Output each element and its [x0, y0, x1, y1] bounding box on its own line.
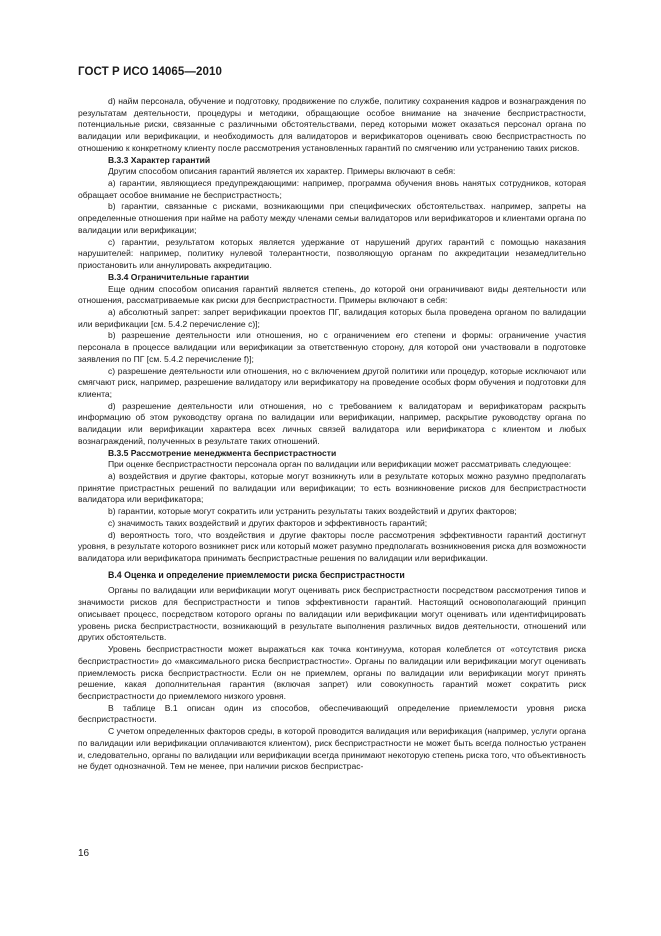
paragraph-item-b: b) гарантии, которые могут сократить или устранить результаты таких воздействий и других факторов;	[108, 506, 517, 517]
subsection-heading-b33: B.3.3 Характер гарантий	[108, 154, 211, 165]
paragraph-item-d: d) вероятность того, что воздействия и другие факторы после рассмотрения эффективности гарантий достигнут уровня, в результате которого возникнет риск или который может разумно предполагать возникновения риска для возможности валидатора или верификатора принимать беспристрастные решения по валидации или верификации.	[78, 529, 586, 564]
paragraph: В таблице B.1 описан один из способов, обеспечивающий определение приемлемости уровня риска беспристрастности.	[78, 702, 586, 725]
paragraph-item-c: c) разрешение деятельности или отношения, но с включением другой политики или процедур, которые исключают или смягчают риск, например, разрешение валидатору или верификатору на проведение особых форм обучения и подготовки для клиента;	[78, 365, 586, 399]
paragraph-item-a: a) гарантии, являющиеся предупреждающими: например, программа обучения вновь нанятых сотрудников, которая обращает особое внимание не беспристрастность;	[78, 178, 586, 200]
document-header: ГОСТ Р ИСО 14065—2010	[78, 66, 223, 78]
paragraph: Другим способом описания гарантий является их характер. Примеры включают в себя:	[108, 166, 456, 177]
page-number: 16	[78, 848, 90, 859]
paragraph-item-d: d) разрешение деятельности или отношения, но с требованием к валидаторам и верификаторам раскрыть информацию об этом руководству органа по валидации или верификации, например, раскрытие руководству органа по валидации или верификации характера всех личных связей валидатора или верификатора с клиентом и любых вознаграждений, полученных в результате таких отношений.	[78, 400, 586, 446]
section-heading-b4: B.4 Оценка и определение приемлемости риска беспристрастности	[108, 569, 405, 580]
paragraph: Еще одним способом описания гарантий является степень, до которой они ограничивают виды деятельности или отношения, рассматриваемые как риски для беспристрастности. Примеры включают в себя:	[78, 283, 586, 306]
document-body	[78, 96, 586, 773]
paragraph: Уровень беспристрастности может выражаться как точка континуума, которая колеблется от «отсутствия риска беспристрастности» до «максимального риска беспристрастности». Органы по валидации или верификации могут оценивать приемлемость риска беспристрастности. Если он не приемлем, органы по валидации или верификации могут принять решение, какая дополнительная гарантия (включая запрет) или совокупность гарантий может сократить риск беспристрастности до приемлемого низкого уровня.	[78, 644, 586, 701]
paragraph: С учетом определенных факторов среды, в которой проводится валидация или верификация (например, услуги органа по валидации или верификации оплачиваются клиентом), риск беспристрастности не может быть всегда полностью устранен и, следовательно, органы по валидации или верификации всегда принимают некоторую степень риска того, что объективность не будет однозначной. Тем не менее, при наличии рисков беспристрас-	[78, 726, 586, 772]
paragraph-item-a: a) абсолютный запрет: запрет верификации проектов ПГ, валидация которых была проведена органом по валидации или верификации [см. 5.4.2 перечисление c)];	[78, 306, 586, 329]
paragraph-item-c: c) гарантии, результатом которых является удержание от нарушений других гарантий с помощью наказания нарушителей: например, политику нулевой толерантности, позволяющую органам по аккредитации незамедлительно приостановить или аннулировать аккредитацию.	[78, 236, 586, 271]
subsection-heading-b35: B.3.5 Рассмотрение менеджмента беспристрастности	[108, 447, 337, 458]
paragraph: Органы по валидации или верификации могут оценивать риск беспристрастности посредством рассмотрения типов и значимости рисков для беспристрастности и типов эффективности гарантий. Настоящий основополагающий принцип описывает процесс, посредством которого органы по валидации или верификации могут оценивать или идентифицировать уровень риска беспристрастности, возникающий в результате выполнения различных видов деятельности, отношений или других обстоятельств.	[78, 585, 586, 643]
paragraph-item-b: b) гарантии, связанные с рисками, возникающими при специфических обстоятельствах. например, запреты на определенные отношения при найме на работу между членами семьи валидаторов или верификаторов и клиентами органа по валидации или верификации;	[78, 201, 586, 235]
paragraph-item-c: c) значимость таких воздействий и других факторов и эффективность гарантий;	[108, 517, 428, 528]
paragraph-item-d: d) найм персонала, обучение и подготовку, продвижение по службе, политику сохранения кадров и вознаграждения по результатам деятельности, процедуры и методики, обращающие особое внимание на значение беспристрастности, потенциальные риски, связанные с различными обстоятельствами, перед которыми может оказаться персонал органа по валидации или верификации, и необходимость для валидаторов и верификаторов оценивать свою беспристрастность по отношению к конкретному клиенту после рассмотрения установленных гарантий по смягчению или устранению таких рисков.	[78, 96, 586, 153]
paragraph-item-a: a) воздействия и другие факторы, которые могут возникнуть или в результате которых можно разумно предполагать принятие пристрастных решений по валидации или верификации; то есть возникновение рисков для беспристрастности валидатора или верификатора;	[78, 471, 586, 505]
subsection-heading-b34: B.3.4 Ограничительные гарантии	[108, 271, 249, 282]
paragraph: При оценке беспристрастности персонала орган по валидации или верификации может рассматривать следующее:	[108, 459, 572, 470]
paragraph-item-b: b) разрешение деятельности или отношения, но с ограничением его степени и формы: ограничение участия персонала в процессе валидации или верификации за ответственную сторону, для которой они участвовали в подготовке заявления по ПГ [см. 5.4.2 перечисление f)];	[78, 330, 586, 364]
